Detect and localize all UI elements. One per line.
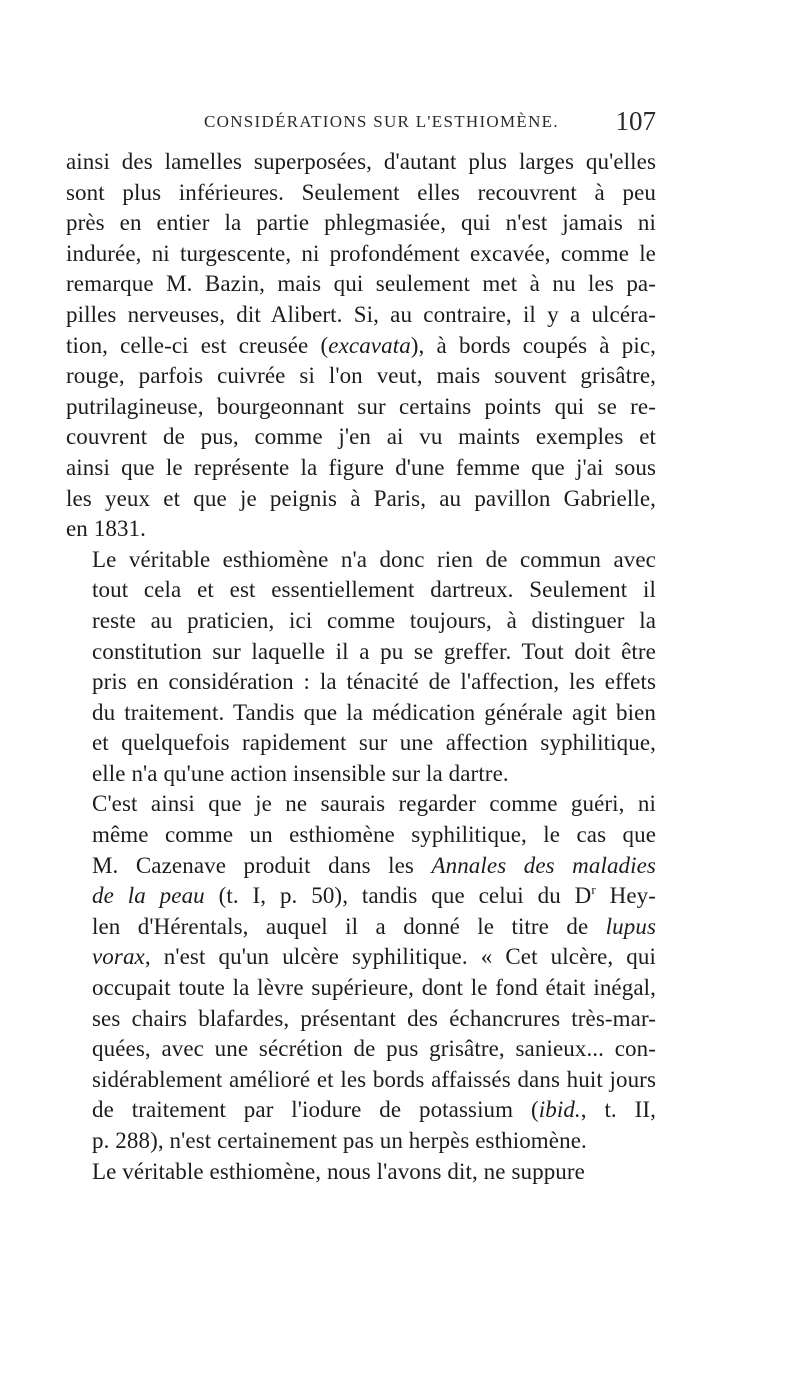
text-line: C'est ainsi que je ne saurais regarder comme guéri, ni [92, 791, 656, 817]
text-line: couvrent de pus, comme j'en ai vu maints exemples et [66, 424, 656, 450]
running-title: CONSIDÉRATIONS SUR L'ESTHIOMÈNE. [204, 112, 559, 131]
text-line: près en entier la partie phlegmasiée, qui n'est jamais ni [66, 210, 656, 236]
text-line: indurée, ni turgescente, ni profondément excavée, comme le [66, 240, 656, 266]
text-line: du traitement. Tandis que la médication générale agit bien [92, 699, 656, 725]
paragraph-1 [66, 147, 656, 545]
text-line: les yeux et que je peignis à Paris, au pavillon Gabrielle, [66, 485, 656, 511]
text-line: pilles nerveuses, dit Alibert. Si, au contraire, il y a ulcéra- [66, 301, 656, 327]
text-line: p. 288), n'est certainement pas un herpès esthiomène. [92, 1128, 587, 1153]
text-line: pris en considération : la ténacité de l'affection, les effets [92, 669, 656, 695]
text-line: constitution sur laquelle il a pu se greffer. Tout doit être [92, 638, 656, 664]
text-line: même comme un esthiomène syphilitique, le cas que [92, 822, 656, 848]
text-line: putrilagineuse, bourgeonnant sur certains points qui se re- [66, 393, 656, 419]
text-line: rouge, parfois cuivrée si l'on veut, mais souvent grisâtre, [66, 363, 656, 389]
text-line: de traitement par l'iodure de potassium (ibid., t. II, [92, 1097, 656, 1123]
text-line: sidérablement amélioré et les bords affaissés dans huit jours [92, 1066, 656, 1092]
page-number: 107 [615, 106, 656, 136]
text-line: M. Cazenave produit dans les Annales des maladies [92, 852, 656, 878]
text-line: ses chairs blafardes, présentant des échancrures très-mar- [92, 1005, 656, 1031]
running-head [66, 106, 656, 140]
text-line: elle n'a qu'une action insensible sur la dartre. [92, 760, 509, 786]
text-line: tion, celle-ci est creusée (excavata), à bords coupés à pic, [66, 332, 656, 358]
paragraph-2 [66, 545, 656, 790]
text-line: en 1831. [66, 516, 147, 542]
text-line: len d'Hérentals, auquel il a donné le titre de lupus [92, 913, 656, 939]
text-line: quées, avec une sécrétion de pus grisâtre, sanieux... con- [92, 1036, 656, 1062]
text-line: ainsi des lamelles superposées, d'autant plus larges qu'elles [66, 149, 656, 174]
text-line: vorax, n'est qu'un ulcère syphilitique. « Cet ulcère, qui [92, 944, 656, 970]
text-line: Le véritable esthiomène, nous l'avons dit, ne suppure [92, 1158, 585, 1184]
text-line: de la peau (t. I, p. 50), tandis que celui du $D^r$ Hey- [92, 882, 656, 909]
paragraph-4 [66, 1157, 656, 1188]
text-line: remarque M. Bazin, mais qui seulement met à nu les pa- [66, 271, 656, 297]
text-line: Le véritable esthiomène n'a donc rien de commun avec [92, 546, 656, 572]
text-line: et quelquefois rapidement sur une affection syphilitique, [92, 730, 656, 756]
text-line: ainsi que le représente la figure d'une femme que j'ai sous [66, 454, 656, 480]
paragraph-3 [66, 789, 656, 1156]
body-text [66, 147, 656, 1187]
text-line: sont plus inférieures. Seulement elles recouvrent à peu [66, 179, 656, 205]
text-line: occupait toute la lèvre supérieure, dont le fond était inégal, [92, 975, 656, 1001]
text-line: reste au praticien, ici comme toujours, à distinguer la [92, 607, 656, 633]
text-line: tout cela et est essentiellement dartreux. Seulement il [92, 577, 656, 603]
